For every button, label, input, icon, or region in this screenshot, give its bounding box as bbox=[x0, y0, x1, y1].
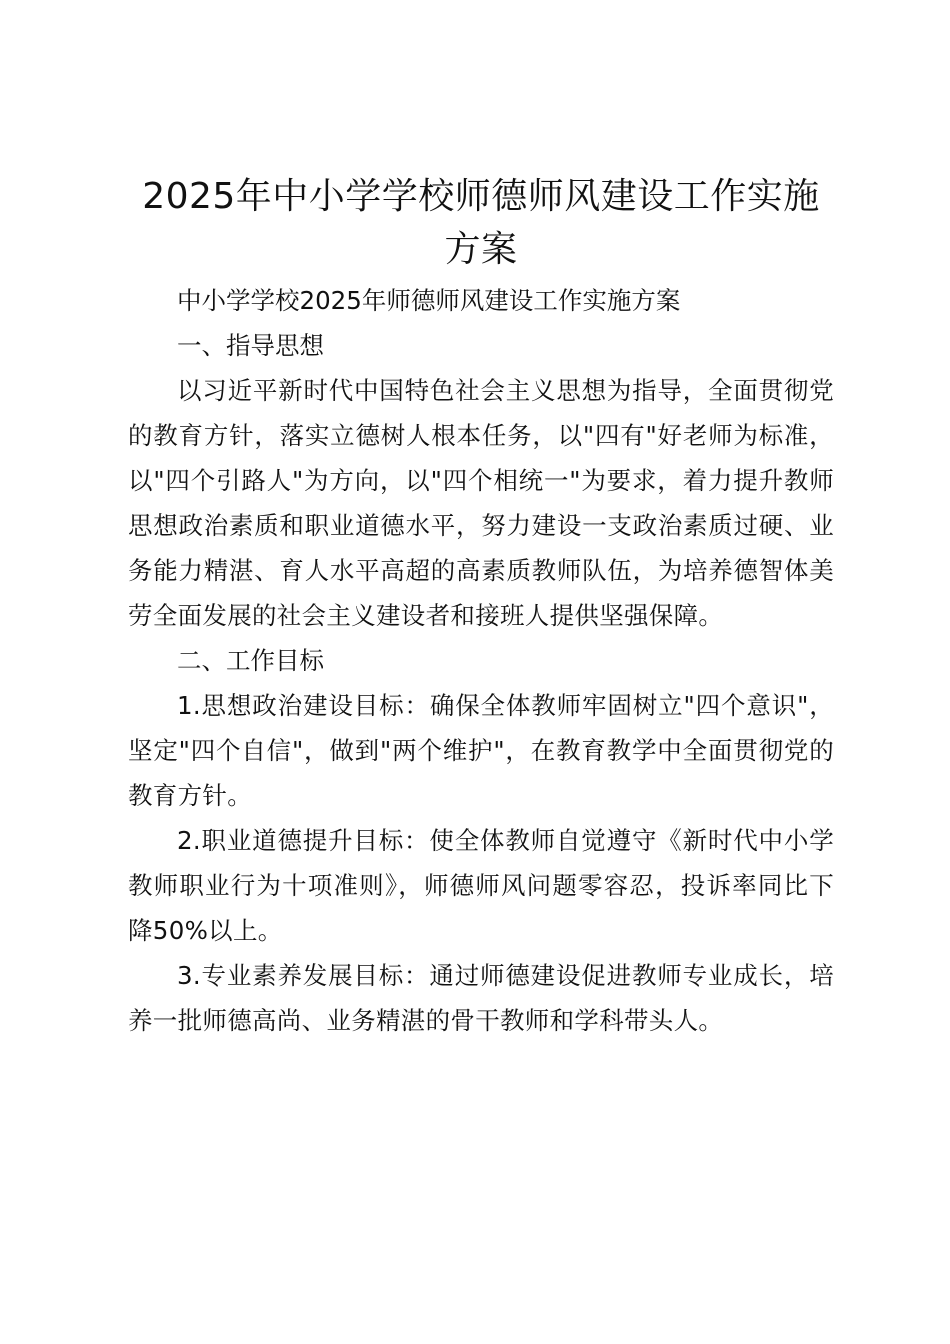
section-heading: 二、工作目标 bbox=[177, 646, 324, 675]
goal-paragraph-political: 1.思想政治建设目标：确保全体教师牢固树立"四个意识"，坚定"四个自信"，做到"两个维护"，在教育教学中全面贯彻党的教育方针。 bbox=[128, 691, 834, 810]
goal-paragraph-professional: 3.专业素养发展目标：通过师德建设促进教师专业成长，培养一批师德高尚、业务精湛的骨干教师和学科带头人。 bbox=[128, 961, 834, 1035]
section-paragraph: 以习近平新时代中国特色社会主义思想为指导，全面贯彻党的教育方针，落实立德树人根本任务，以"四有"好老师为标准，以"四个引路人"为方向，以"四个相统一"为要求，着力提升教师思想政治素质和职业道德水平，努力建设一支政治素质过硬、业务能力精湛、育人水平高超的高素质教师队伍，为培养德智体美劳全面发展的社会主义建设者和接班人提供坚强保障。 bbox=[128, 376, 834, 630]
document-page bbox=[128, 170, 834, 1043]
section-guiding-ideology bbox=[128, 323, 834, 638]
section-work-goals bbox=[128, 638, 834, 1043]
document-title: 2025年中小学学校师德师风建设工作实施方案 bbox=[142, 176, 820, 270]
section-heading: 一、指导思想 bbox=[177, 331, 324, 360]
goal-paragraph-ethics: 2.职业道德提升目标：使全体教师自觉遵守《新时代中小学教师职业行为十项准则》，师德师风问题零容忍，投诉率同比下降50%以上。 bbox=[128, 826, 834, 945]
document-subtitle: 中小学学校2025年师德师风建设工作实施方案 bbox=[177, 286, 681, 315]
